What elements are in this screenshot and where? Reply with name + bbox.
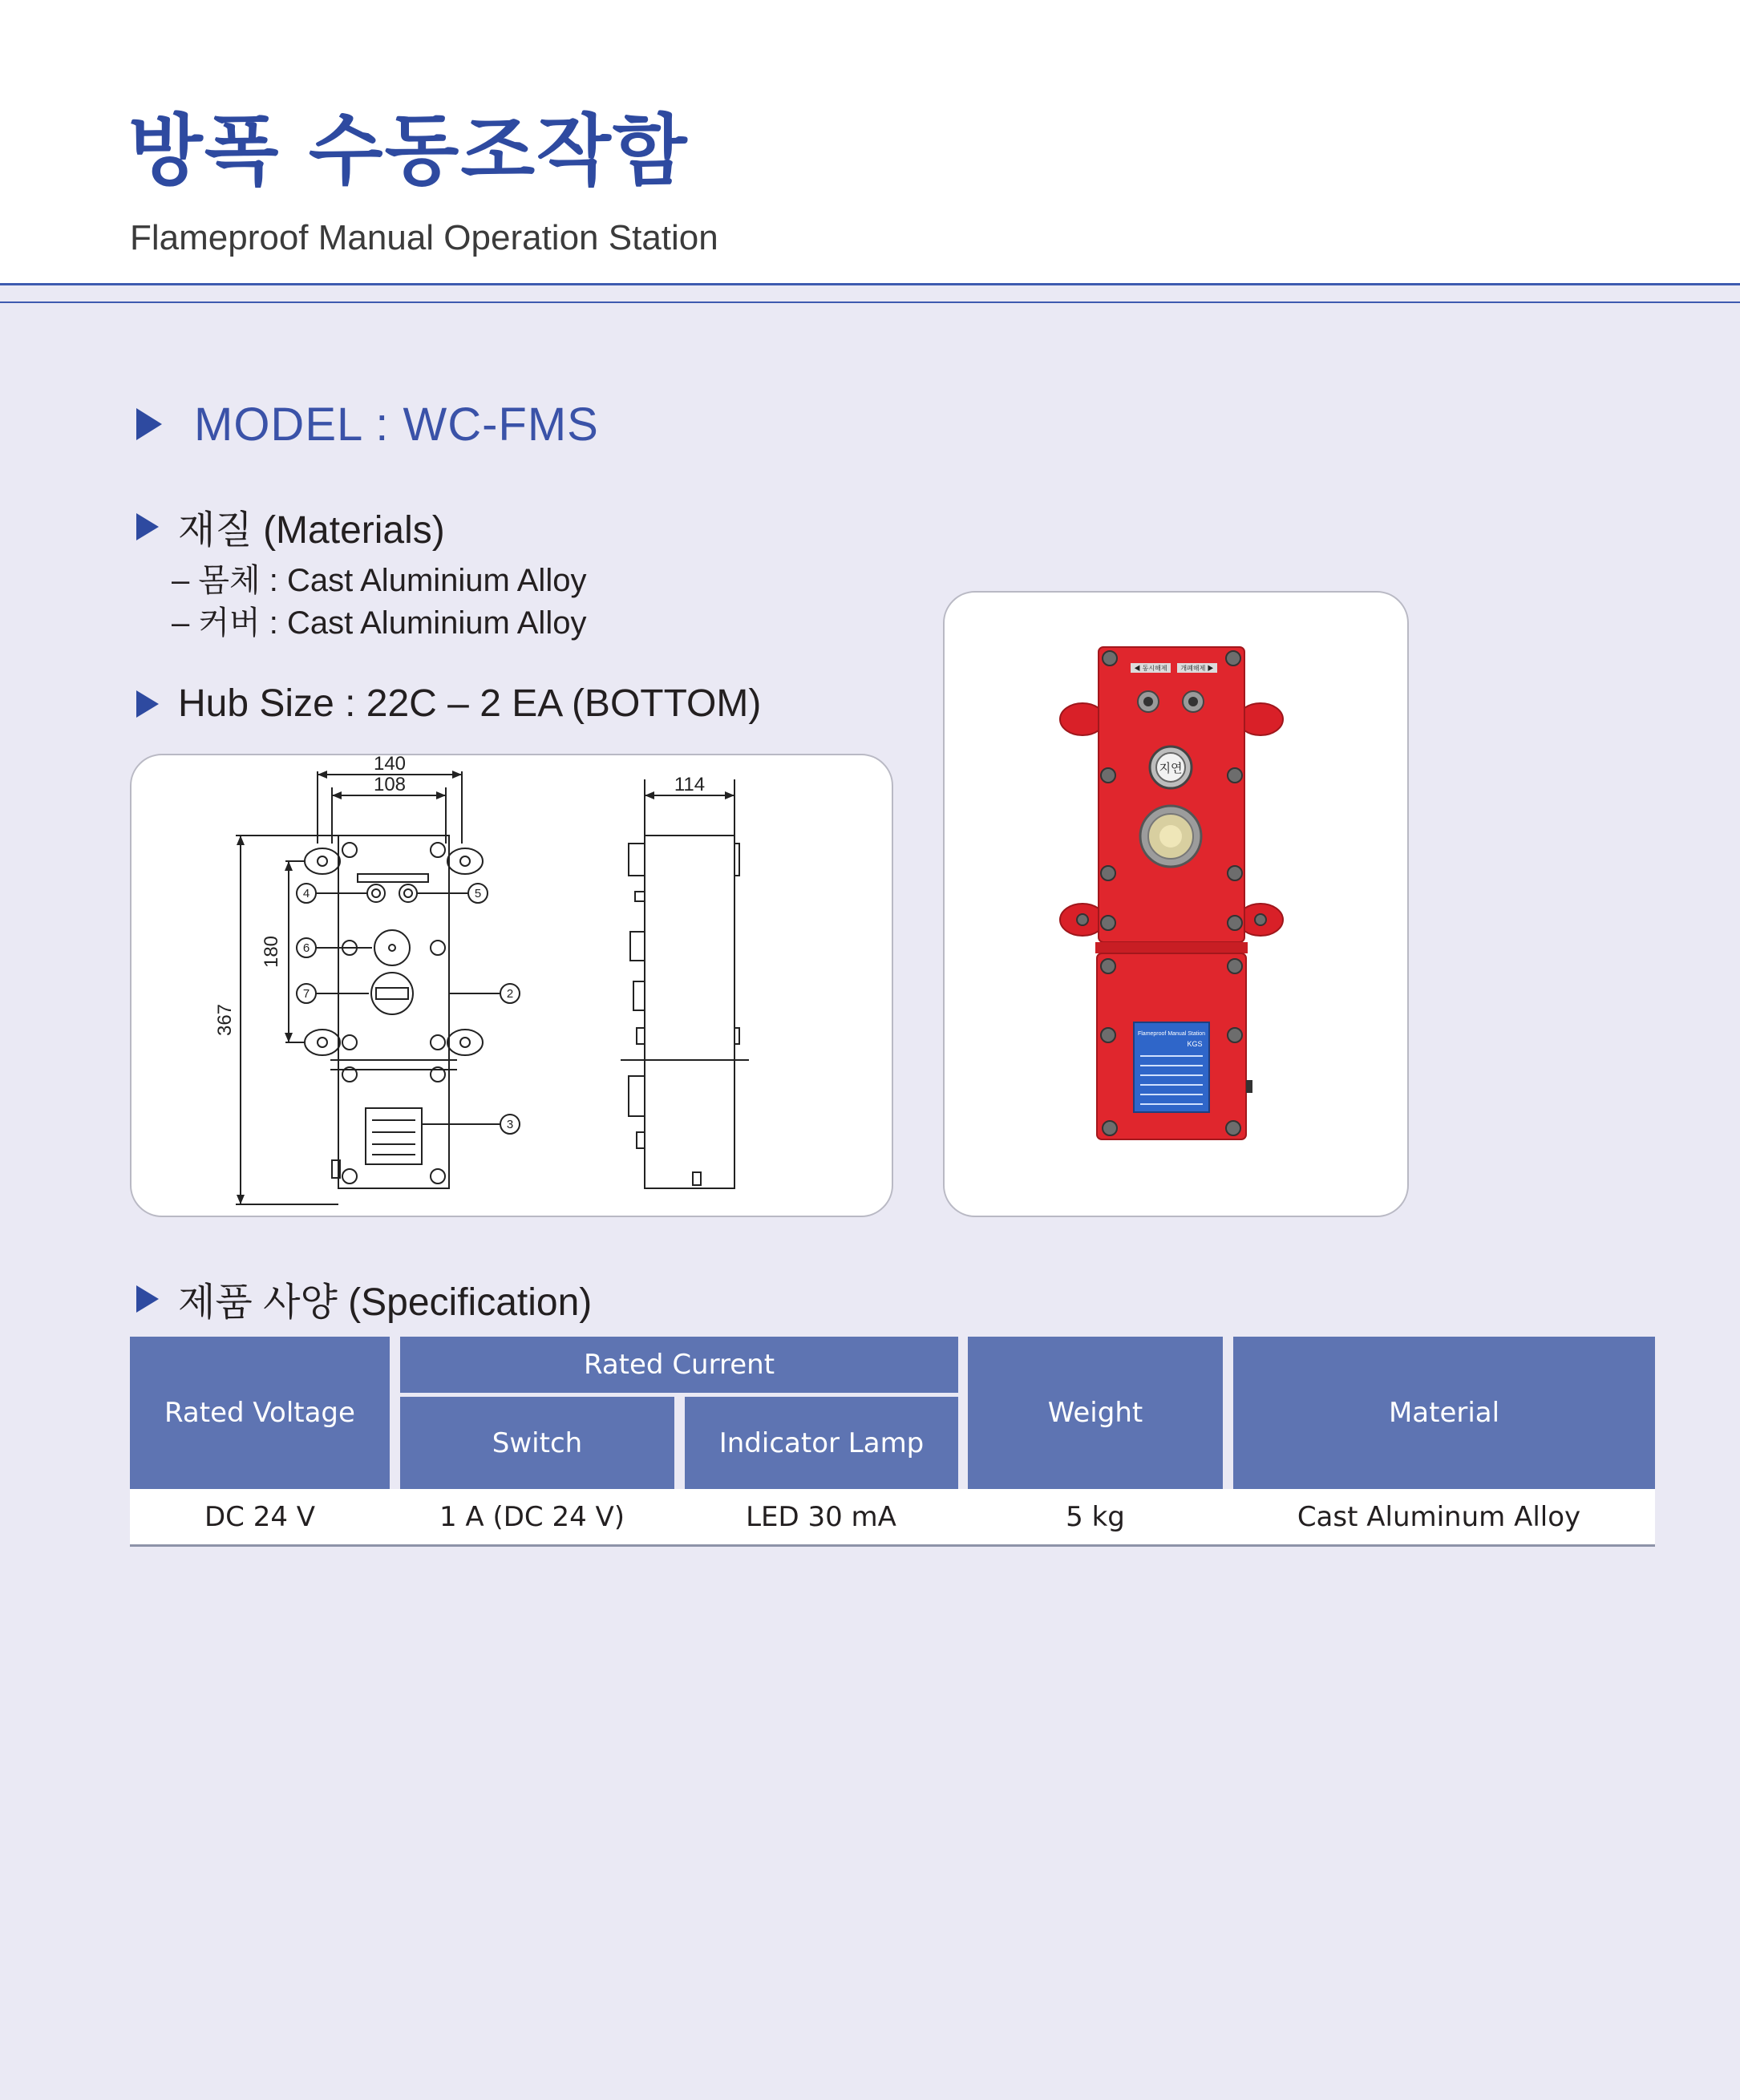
header-indicator-lamp: Indicator Lamp (685, 1397, 958, 1489)
side-view-body (645, 836, 734, 1188)
product-photo (945, 593, 1407, 1216)
callout-label: 4 (302, 887, 310, 900)
materials-heading (136, 499, 445, 554)
triangle-bullet-icon (136, 408, 162, 440)
table-bottom-rule (130, 1544, 1655, 1547)
plate-right-label: 개폐해제 ▶ (1180, 665, 1214, 672)
hub-size-label: Hub Size : 22C – 2 EA (BOTTOM) (178, 682, 762, 725)
triangle-bullet-icon (136, 690, 159, 718)
callout-label: 3 (506, 1118, 514, 1131)
technical-drawing (132, 755, 892, 1216)
page-title: 방폭 수동조작함 (128, 106, 689, 196)
header-divider-secondary (0, 301, 1740, 303)
dim-width-inner: 108 (373, 774, 407, 795)
spec-heading-label: 제품 사양 (Specification) (178, 1281, 593, 1324)
header-switch: Switch (400, 1397, 674, 1489)
triangle-bullet-icon (136, 1285, 159, 1313)
material-body: – 몸체 : Cast Aluminium Alloy (172, 563, 587, 598)
header-rated-voltage: Rated Voltage (130, 1337, 390, 1489)
cell-indicator-lamp: LED 30 mA (674, 1489, 968, 1544)
header-weight: Weight (968, 1337, 1223, 1489)
callout-label: 7 (302, 987, 310, 1001)
callout-label: 2 (506, 987, 514, 1001)
page-header (0, 0, 1740, 285)
cell-switch: 1 A (DC 24 V) (390, 1489, 674, 1544)
cell-material: Cast Aluminum Alloy (1223, 1489, 1655, 1544)
front-view-body (338, 836, 449, 1188)
model-heading (136, 398, 599, 451)
plate-left-label: ◀ 동시해제 (1134, 665, 1167, 672)
model-label: MODEL : WC-FMS (194, 398, 599, 451)
header-rated-current: Rated Current (400, 1337, 958, 1393)
page-subtitle: Flameproof Manual Operation Station (130, 218, 718, 257)
nameplate-title: Flameproof Manual Station (1137, 1031, 1206, 1037)
hub-size-heading (136, 682, 761, 726)
materials-heading-label: 재질 (Materials) (178, 509, 445, 552)
callout-label: 5 (474, 887, 482, 900)
spec-heading (136, 1271, 592, 1326)
header-divider (0, 283, 1740, 285)
product-photo-panel (943, 591, 1409, 1217)
nameplate-mark: KGS (1187, 1040, 1203, 1048)
cell-weight: 5 kg (968, 1489, 1223, 1544)
dim-depth: 114 (674, 774, 706, 795)
dim-width-outer: 140 (373, 755, 407, 775)
header-material: Material (1233, 1337, 1655, 1489)
technical-drawing-panel (130, 754, 893, 1217)
button-label: 지연 (1159, 762, 1183, 775)
callout-label: 6 (302, 941, 310, 955)
dim-height-mid: 180 (261, 935, 282, 969)
dim-height-total: 367 (214, 1003, 236, 1037)
material-cover: – 커버 : Cast Aluminium Alloy (172, 605, 587, 641)
cell-rated-voltage: DC 24 V (130, 1489, 390, 1544)
triangle-bullet-icon (136, 513, 159, 540)
